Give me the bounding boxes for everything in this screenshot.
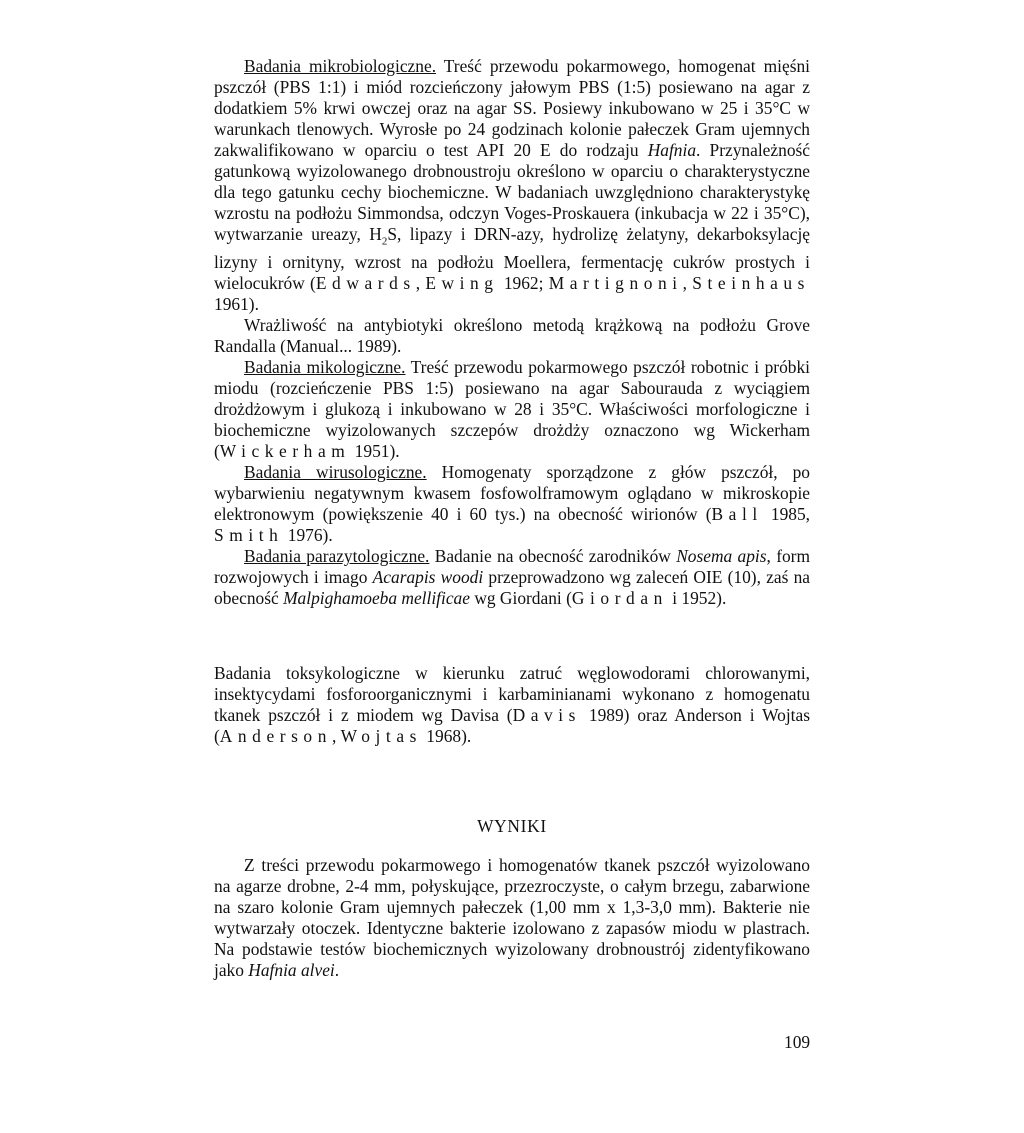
author-name: Ewing — [425, 273, 499, 294]
text: S, lipazy i DRN-azy, hydrolizę żelatyny, dekarboksylację lizyny i ornityny, wzrost na podłożu Moellera, fermentację cukrów prostych i wielocukrów ( — [214, 224, 810, 294]
text: Badania toksykologiczne w kierunku zatruć węglowodorami chlorowanymi, insektycydami fosforoorganicznymi i karbaminianami wykonano z homogenatu tkanek pszczół i z miodem wg Davisa ( — [214, 663, 810, 725]
author-name: Davis — [512, 705, 582, 725]
author-name: Martignoni — [548, 273, 683, 294]
section-label-virology: Badania wirusologiczne. — [244, 462, 427, 483]
text: . — [334, 960, 340, 980]
species-name: Hafnia alvei — [248, 960, 335, 980]
toxicology-block — [214, 663, 810, 747]
paragraph-toxicology — [214, 663, 810, 747]
text: 1985, — [762, 504, 811, 525]
author-name: Wojtas — [340, 726, 422, 746]
author-name: Ball — [711, 504, 763, 525]
text: 1976). — [283, 525, 333, 546]
text: , form rozwojowych i imago — [214, 546, 810, 588]
text: . Przynależność gatunkową wyizolowanego drobnoustroju określono w oparciu o charakterystyczne dla tego gatunku cechy biochemiczne. W badaniach uwzględniono charakterystykę wzrostu na podłożu Simmondsa, odczyn Voges-Proskauera (inkubacja w 22 i 35°C), wytwarzanie ureazy, H — [214, 140, 810, 244]
species-name: Acarapis woodi — [372, 567, 484, 588]
author-name: Edwards — [315, 273, 416, 294]
paragraph-mycology — [214, 357, 810, 462]
text: Z treści przewodu pokarmowego i homogenatów tkanek pszczół wyizolowano na agarze drobne, 2-4 mm, połyskujące, przezroczyste, o całym brzegu, zabarwione na szaro kolonie Gram ujemnych pałeczek (1,00 mm x 1,3-3,0 mm). Bakterie nie wytwarzały otoczek. Identyczne bakterie izolowano z zapasów miodu w plastrach. Na podstawie testów biochemicznych wyizolowany drobnoustrój zidentyfikowano jako — [214, 855, 810, 980]
paragraph-microbiology — [214, 56, 810, 315]
text: 1968). — [421, 726, 472, 746]
author-name: Anderson — [219, 726, 332, 746]
results-block — [214, 855, 810, 981]
text: przeprowadzono wg zaleceń OIE (10), zaś na obecność — [214, 567, 810, 609]
species-name: Nosema apis — [676, 546, 767, 567]
paragraph-virology — [214, 462, 810, 546]
text: 1961). — [214, 294, 259, 315]
author-name: Steinhaus — [692, 273, 811, 294]
page-number: 109 — [784, 1032, 811, 1052]
text: 1989) oraz Anderson i Wojtas ( — [214, 705, 810, 746]
section-heading-results: WYNIKI — [477, 816, 547, 836]
text: 1951). — [350, 441, 400, 462]
text: Badanie na obecność zarodników — [429, 546, 677, 567]
text: , — [331, 726, 341, 746]
author-name: Wickerham — [219, 441, 351, 462]
text: Treść przewodu pokarmowego pszczół robotnic i próbki miodu (rozcieńczenie PBS 1:5) posiewano na agar Sabourauda z wyciągiem drożdżowym i glukozą i inkubowano w 28 i 35°C. Właściwości morfologiczne i biochemiczne wyizolowanych szczepów drożdży oznaczono wg Wickerham ( — [214, 357, 810, 462]
methods-block — [214, 56, 810, 609]
author-name: Giordan — [571, 588, 668, 609]
section-label-parasitology: Badania parazytologiczne. — [244, 546, 430, 567]
paragraph-parasitology — [214, 546, 810, 609]
text: i 1952). — [667, 588, 727, 609]
author-name: Smith — [214, 525, 284, 546]
text: 1962; — [498, 273, 549, 294]
genus-name: Hafnia — [647, 140, 697, 160]
text: Treść przewodu pokarmowego, homogenat mięśni pszczół (PBS 1:1) i miód rozcieńczony jałowym PBS (1:5) posiewano na agar z dodatkiem 5% krwi owczej oraz na agar SS. Posiewy inkubowano w 25 i 35°C w warunkach tlenowych. Wyrosłe po 24 godzinach kolonie pałeczek Gram ujemnych zakwalifikowano w oparciu o test API 20 E do rodzaju — [214, 56, 811, 160]
section-label-microbiology: Badania mikrobiologiczne. — [244, 56, 437, 76]
text: , — [682, 273, 693, 294]
text: wg Giordani ( — [469, 588, 572, 609]
paragraph-results — [214, 855, 810, 981]
paragraph-antibiotics: Wrażliwość na antybiotyki określono metodą krążkową na podłożu Grove Randalla (Manual... 1989). — [214, 315, 810, 357]
section-label-mycology: Badania mikologiczne. — [244, 357, 406, 378]
subscript: 2 — [381, 235, 388, 248]
text: , — [415, 273, 426, 294]
text: Homogenaty sporządzone z głów pszczół, po wybarwieniu negatywnym kwasem fosfowolframowym oglądano w mikroskopie elektronowym (powiększenie 40 i 60 tys.) na obecność wirionów ( — [214, 462, 811, 525]
species-name: Malpighamoeba mellificae — [283, 588, 470, 609]
